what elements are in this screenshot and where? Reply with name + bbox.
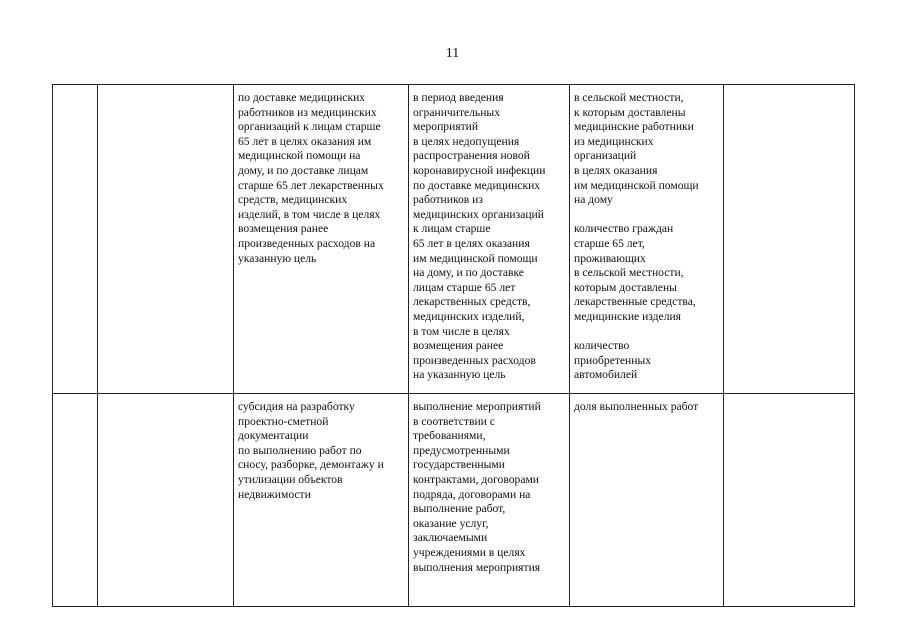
cell-text-line: оказание услуг, [413,516,489,530]
cell-text-line: работников из [413,193,483,207]
table-cell-col4 [409,85,570,394]
table-cell-col6 [724,394,855,607]
cell-text-line: к которым доставлены [574,105,686,119]
cell-text-line: заключаемыми [413,531,488,545]
cell-text-line: выполнения мероприятия [413,560,541,574]
cell-text-line: в сельской местности, [574,266,684,280]
table-cell-col2 [98,85,234,394]
cell-text-line: им медицинской помощи [413,251,538,265]
cell-text-line: количество граждан [574,222,674,236]
cell-text-line: доля выполненных работ [574,400,699,413]
cell-text-line: на дому [574,193,613,207]
cell-text-line: подряда, договорами на [413,487,531,501]
cell-text-line: в период введения [413,91,504,104]
cell-text-line: распространения новой [413,149,530,163]
cell-text-line: медицинских изделий, [413,309,525,323]
cell-text-line: дому, и по доставке лицам [238,163,369,177]
cell-text-line: требованиями, [413,429,486,443]
table-cell-col1 [53,85,98,394]
cell-text-line: им медицинской помощи [574,178,699,192]
cell-text-line: сносу, разборке, демонтажу и [238,458,384,472]
cell-text-line: 65 лет в целях оказания [413,236,530,250]
cell-text-line: медицинской помощи на [238,149,361,163]
cell-text-line: на дому, и по доставке [413,266,524,280]
indicators-table [52,84,855,607]
table-cell-col5 [570,85,724,394]
cell-text-line: медицинских организаций [413,207,544,221]
cell-text-line: к лицам старше [413,222,491,236]
cell-text-line: приобретенных [574,353,652,367]
cell-text-line: медицинские работники [574,120,694,134]
cell-text-line: утилизации объектов [238,472,343,486]
cell-text-line: в том числе в целях [413,324,510,338]
cell-text-line: лекарственные средства, [574,295,696,309]
table-row [53,394,855,607]
table-cell-col6 [724,85,855,394]
cell-text-line: произведенных расходов на [238,236,376,250]
cell-text-line: недвижимости [238,487,311,501]
cell-text-line: старше 65 лет, [574,236,645,250]
cell-text-line: выполнение мероприятий [413,400,541,413]
cell-text-line: возмещения ранее [413,339,504,353]
cell-text-line: средств, медицинских [238,193,348,207]
cell-text-line: государственными [413,458,505,472]
cell-text-line: которым доставлены [574,280,677,294]
cell-text-line: организаций к лицам старше [238,120,381,134]
table-cell-col4 [409,394,570,607]
cell-text-line: из медицинских [574,134,654,148]
cell-text-line: работников из медицинских [238,105,377,119]
cell-text-line: проектно-сметной [238,414,329,428]
table-cell-col2 [98,394,234,607]
cell-text-line: лицам старше 65 лет [413,280,516,294]
cell-text-line: контрактами, договорами [413,472,540,486]
cell-text-line: медицинские изделия [574,309,682,323]
table-cell-col1 [53,394,98,607]
cell-text-line: произведенных расходов [413,353,536,367]
cell-text-line: старше 65 лет лекарственных [238,178,384,192]
cell-text-line: выполнение работ, [413,502,506,516]
cell-text-line: в соответствии с [413,414,495,428]
cell-text-line: лекарственных средств, [413,295,531,309]
cell-text-line: субсидия на разработку [238,400,355,413]
table-row [53,85,855,394]
cell-text-line: указанную цель [238,251,317,265]
cell-text-line: ограничительных [413,105,501,119]
cell-text-line: по доставке медицинских [238,91,366,104]
cell-text-line: предусмотренными [413,443,510,457]
table-cell-col3 [234,85,409,394]
cell-text-line: мероприятий [413,120,479,134]
cell-text-line: автомобилей [574,368,638,382]
page-number: 11 [445,46,460,61]
cell-text-line: изделий, в том числе в целях [238,207,381,221]
cell-text-line: возмещения ранее [238,222,329,236]
table-cell-col3 [234,394,409,607]
cell-text-line: количество [574,339,630,353]
cell-text-line: документации [238,429,309,443]
cell-text-line [574,325,719,340]
cell-text-line: организаций [574,149,637,163]
cell-text-line: 65 лет в целях оказания им [238,134,372,148]
cell-text-line: по выполнению работ по [238,443,362,457]
cell-text-line: в сельской местности, [574,91,684,104]
cell-text-line: по доставке медицинских [413,178,541,192]
table-cell-col5 [570,394,724,607]
cell-text-line: на указанную цель [413,368,506,382]
cell-text-line: в целях оказания [574,163,658,177]
cell-text-line: в целях недопущения [413,134,520,148]
cell-text-line [574,208,719,223]
cell-text-line: проживающих [574,251,646,265]
cell-text-line: коронавирусной инфекции [413,163,546,177]
cell-text-line: учреждениями в целях [413,545,526,559]
